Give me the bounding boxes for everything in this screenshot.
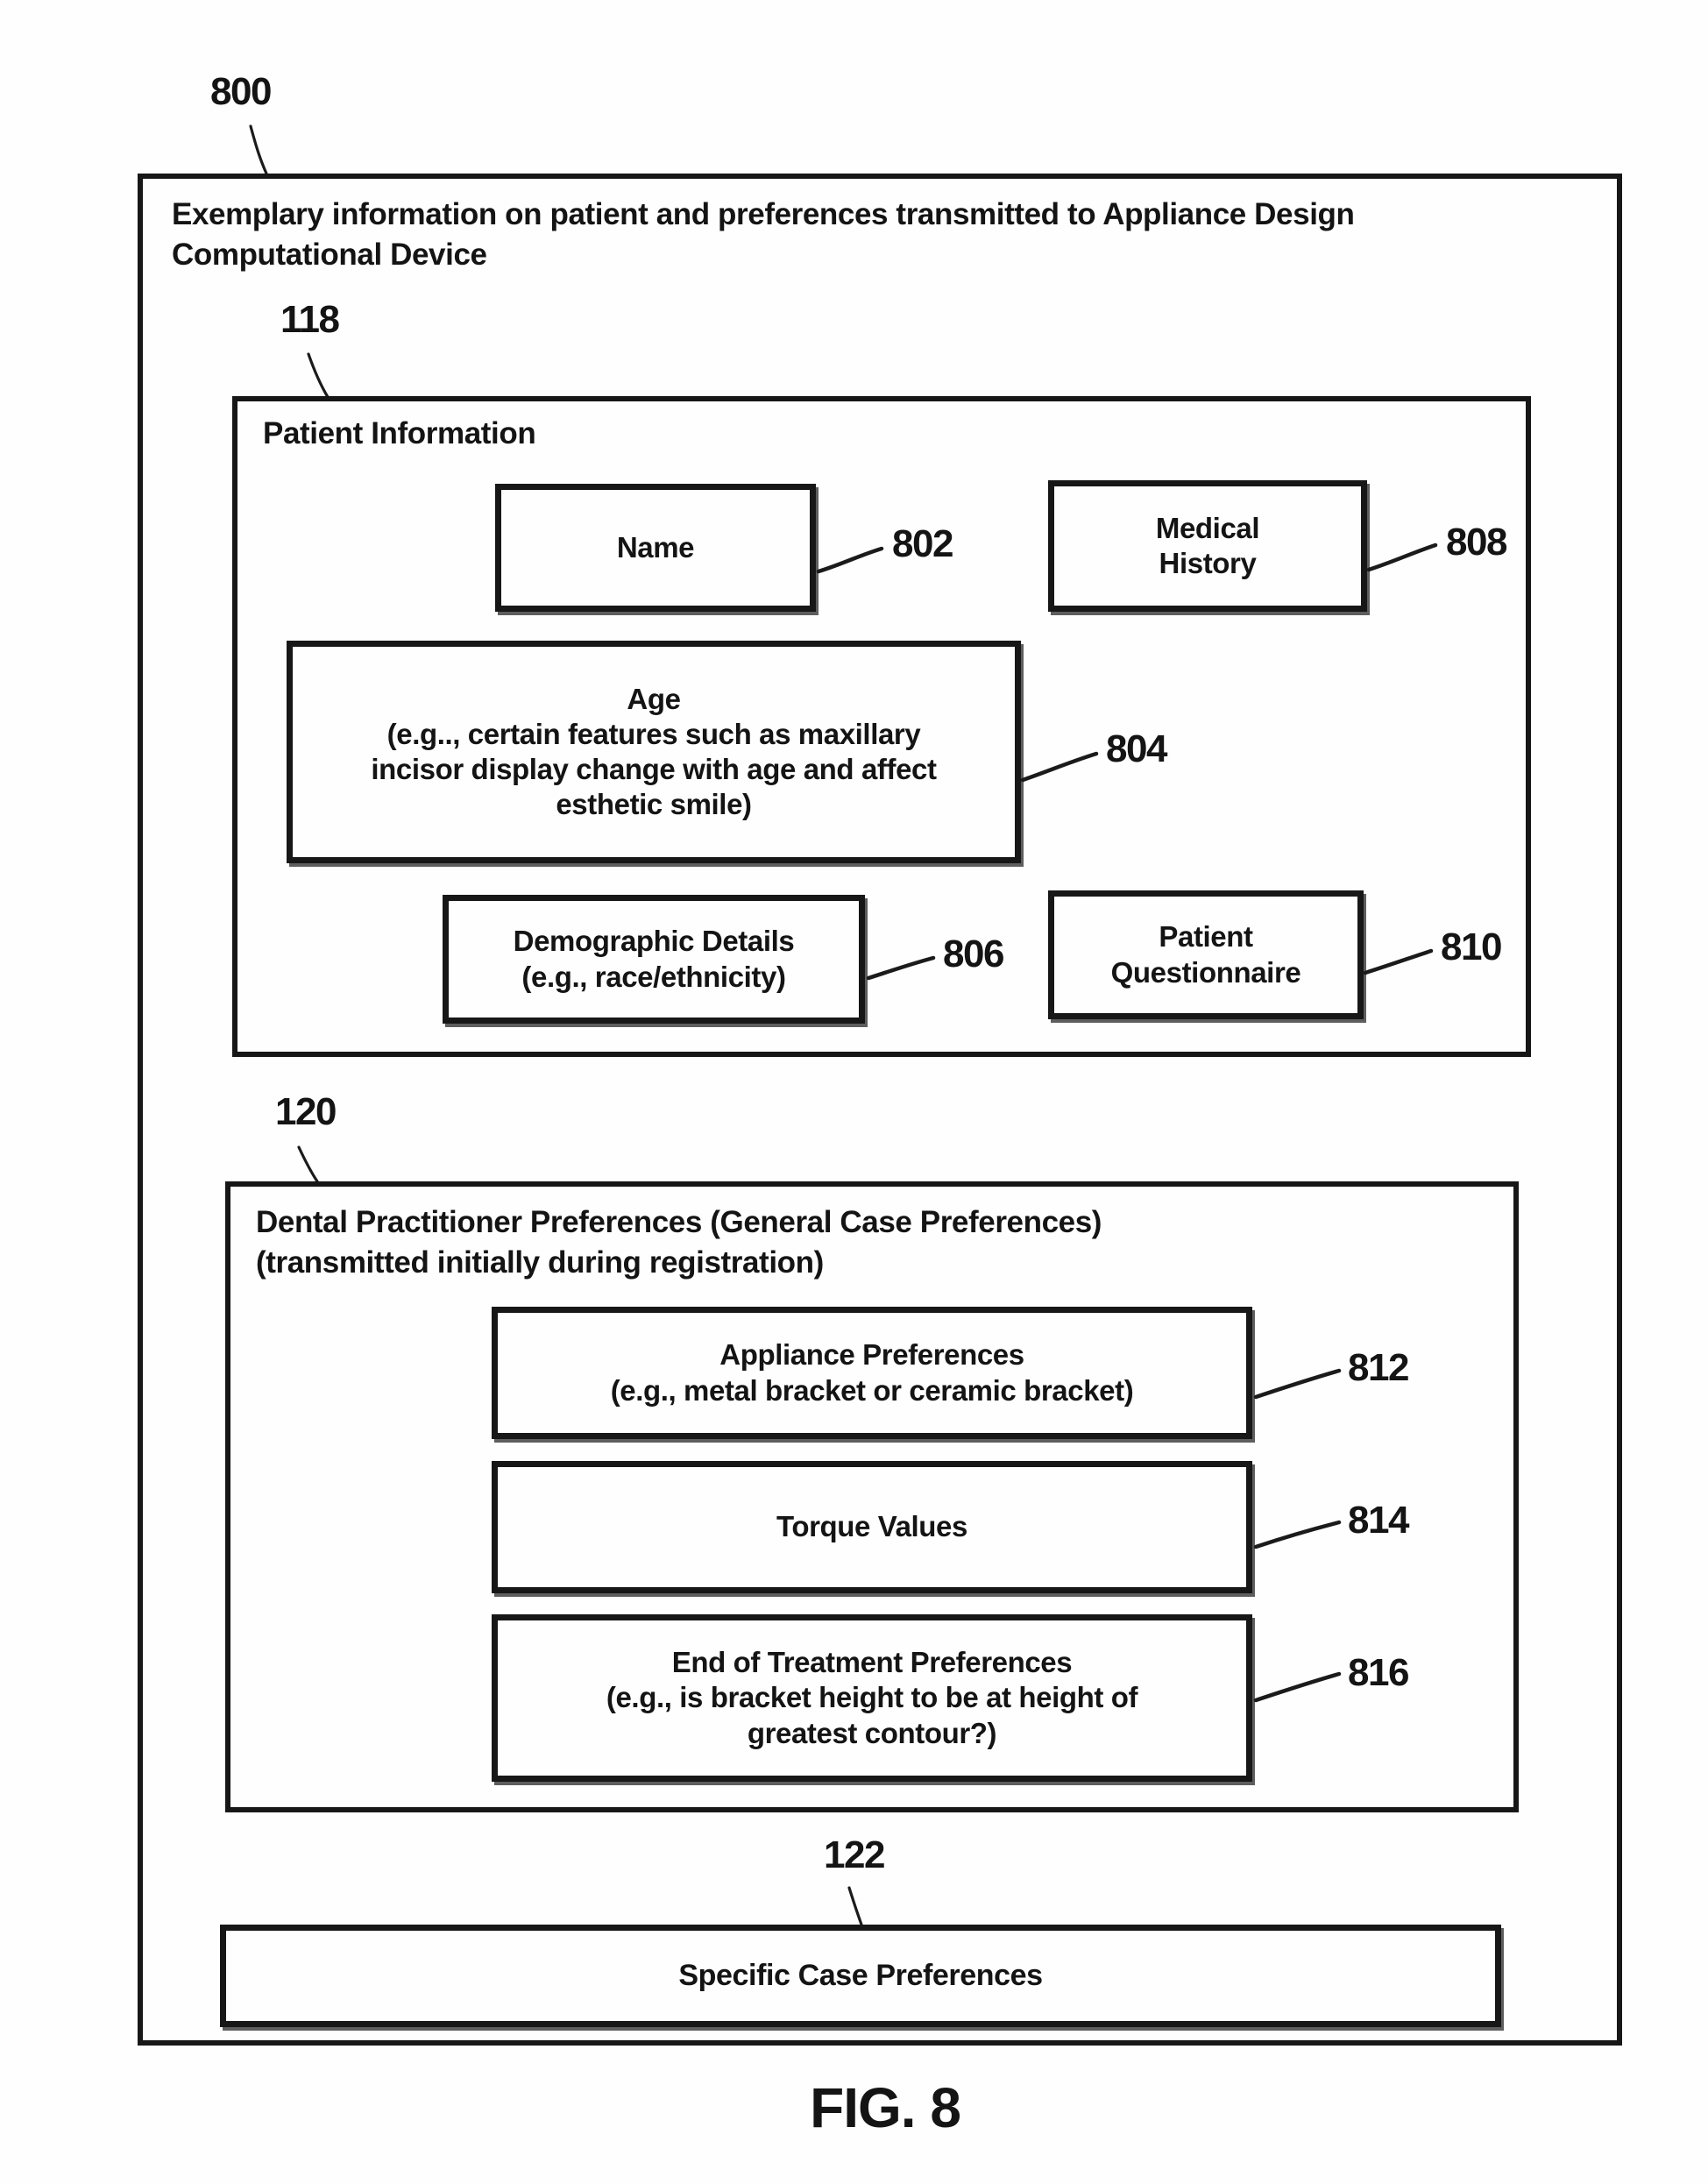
appliance-preferences-label: Appliance Preferences (e.g., metal bracket or ceramic bracket) (610, 1338, 1134, 1407)
ref-808: 808 (1446, 521, 1506, 564)
torque-values-box (492, 1461, 1252, 1593)
name-box (495, 484, 816, 612)
ref-800: 800 (210, 70, 271, 113)
ref-812: 812 (1348, 1346, 1408, 1389)
ref-120: 120 (275, 1090, 336, 1133)
torque-values-label: Torque Values (776, 1510, 967, 1543)
end-of-treatment-label: End of Treatment Preferences (e.g., is bracket height to be at height of greatest contour?) (606, 1646, 1138, 1749)
medical-history-label: Medical History (1155, 511, 1260, 579)
patient-questionnaire-label: Patient Questionnaire (1110, 920, 1301, 989)
patient-questionnaire-box (1048, 890, 1364, 1019)
ref-118: 118 (280, 298, 339, 341)
ref-816: 816 (1348, 1651, 1408, 1694)
ref-814: 814 (1348, 1499, 1408, 1542)
ref-804: 804 (1106, 727, 1166, 770)
name-box-label: Name (616, 530, 695, 564)
age-box-label: Age (e.g.., certain features such as maxillary incisor display change with age and affect esthetic smile) (371, 682, 937, 821)
specific-case-preferences-label: Specific Case Preferences (678, 1958, 1043, 1992)
practitioner-preferences-title: Dental Practitioner Preferences (General Case Preferences) (transmitted initially during registration) (256, 1205, 1102, 1280)
medical-history-box (1048, 480, 1367, 612)
outer-box-title: Exemplary information on patient and preferences transmitted to Appliance Design Computational Device (172, 197, 1355, 272)
demographic-details-label: Demographic Details (e.g., race/ethnicity) (513, 925, 795, 993)
end-of-treatment-box (492, 1614, 1252, 1782)
demographic-details-box (443, 895, 865, 1024)
leader-800 (251, 126, 266, 174)
appliance-preferences-box (492, 1307, 1252, 1439)
age-box (287, 641, 1021, 863)
figure-caption: FIG. 8 (810, 2076, 960, 2139)
ref-122: 122 (824, 1833, 884, 1876)
ref-806: 806 (943, 932, 1003, 975)
specific-case-preferences-box (220, 1925, 1501, 2027)
ref-802: 802 (892, 522, 953, 565)
patient-information-title: Patient Information (263, 416, 536, 450)
ref-810: 810 (1441, 925, 1501, 968)
